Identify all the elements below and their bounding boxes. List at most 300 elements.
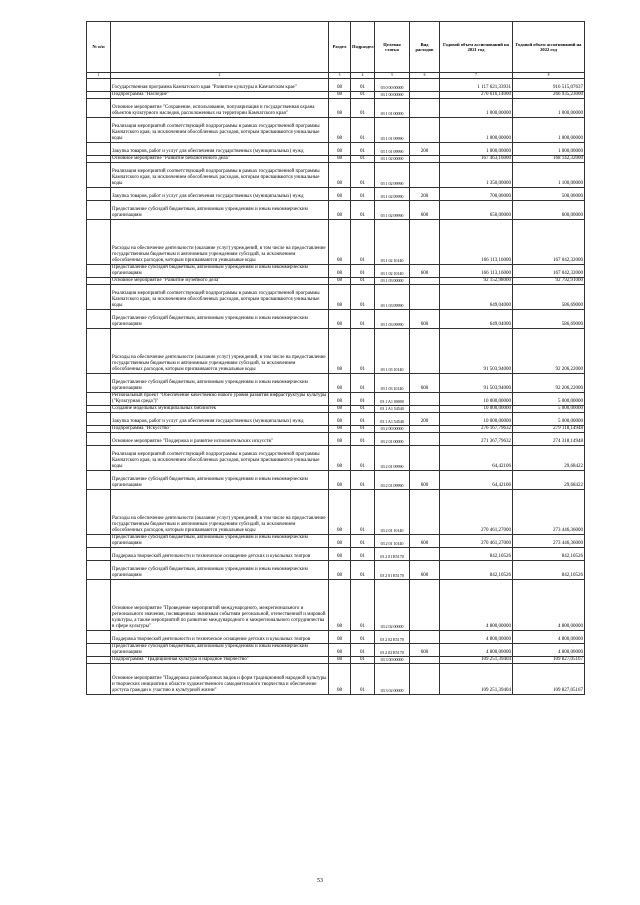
row-number — [87, 412, 111, 425]
table-row — [87, 392, 585, 405]
row-target-article: 03 1 01 09990 — [375, 117, 410, 142]
row-expense-type: 600 — [410, 264, 440, 277]
header-target-article: Целевая статья — [375, 22, 410, 73]
row-volume-2022: 4 800,00000 — [513, 579, 585, 630]
row-podrazdel: 01 — [351, 392, 375, 405]
table-row — [87, 264, 585, 277]
row-volume-2022: 266 935,23000 — [513, 91, 585, 98]
row-target-article: 03 2 00 00000 — [375, 425, 410, 432]
row-volume-2021: 166 113,16000 — [440, 219, 513, 264]
row-expense-type — [410, 405, 440, 412]
row-expense-type: 600 — [410, 534, 440, 547]
row-podrazdel: 01 — [351, 328, 375, 373]
column-index: 8 — [513, 73, 585, 79]
row-number — [87, 663, 111, 694]
row-razdel: 08 — [329, 162, 351, 187]
table-row — [87, 98, 585, 117]
row-volume-2022: 273 446,36000 — [513, 534, 585, 547]
row-razdel: 08 — [329, 277, 351, 284]
row-expense-type — [410, 328, 440, 373]
row-podrazdel: 01 — [351, 489, 375, 534]
row-name: Закупка товаров, работ и услуг для обеспечения государственных (муниципальных) нужд — [111, 412, 329, 425]
row-podrazdel: 01 — [351, 579, 375, 630]
row-expense-type — [410, 547, 440, 560]
row-volume-2022: 92 206,22000 — [513, 328, 585, 373]
row-name: Реализация мероприятий соответствующей подпрограммы в рамках государственной программы Камчатского края, за исключением обособленных расходов, которым присваиваются уникальные коды — [111, 445, 329, 470]
header-razdel: Раздел — [329, 22, 351, 73]
table-row — [87, 309, 585, 328]
row-volume-2022: 274 318,14948 — [513, 432, 585, 445]
row-volume-2022: 5 000,00000 — [513, 392, 585, 405]
row-target-article: 03 1 02 10140 — [375, 264, 410, 277]
row-podrazdel: 01 — [351, 643, 375, 656]
row-expense-type — [410, 162, 440, 187]
table-row — [87, 470, 585, 489]
row-volume-2022: 109 827,05167 — [513, 663, 585, 694]
row-razdel: 08 — [329, 489, 351, 534]
row-name: Предоставление субсидий бюджетным, автономным учреждениям и иным некоммерческим организациям — [111, 264, 329, 277]
header-volume-2021: Годовой объем ассигнований на 2021 год — [440, 22, 513, 73]
row-volume-2021: 4 800,00000 — [440, 579, 513, 630]
row-podrazdel: 01 — [351, 187, 375, 200]
row-volume-2022: 168 142,32000 — [513, 155, 585, 162]
row-volume-2022: 600,00000 — [513, 200, 585, 219]
column-index: 6 — [410, 73, 440, 79]
row-volume-2022: 842,10526 — [513, 560, 585, 579]
row-expense-type: 600 — [410, 643, 440, 656]
row-name: Государственная программа Камчатского края "Развитие культуры в Камчатском крае" — [111, 78, 329, 91]
table-row — [87, 91, 585, 98]
row-number — [87, 630, 111, 643]
row-volume-2021: 649,04000 — [440, 284, 513, 309]
row-number — [87, 432, 111, 445]
row-name: Основное мероприятие "Развитие библиотечного дела" — [111, 155, 329, 162]
row-expense-type — [410, 392, 440, 405]
table-row — [87, 373, 585, 392]
row-razdel: 08 — [329, 328, 351, 373]
row-razdel: 08 — [329, 91, 351, 98]
row-volume-2021: 1 000,00000 — [440, 98, 513, 117]
row-podrazdel: 01 — [351, 91, 375, 98]
row-razdel: 08 — [329, 432, 351, 445]
row-expense-type — [410, 117, 440, 142]
row-number — [87, 392, 111, 405]
row-target-article: 03 0 00 00000 — [375, 78, 410, 91]
row-number — [87, 547, 111, 560]
row-volume-2022: 1 000,00000 — [513, 117, 585, 142]
row-name: Реализация мероприятий соответствующей подпрограммы в рамках государственной программы Камчатского края, за исключением обособленных расходов, которым присваиваются уникальные коды — [111, 117, 329, 142]
row-name: Предоставление субсидий бюджетным, автономным учреждениям и иным некоммерческим организациям — [111, 534, 329, 547]
row-volume-2021: 10 000,00000 — [440, 405, 513, 412]
table-row — [87, 219, 585, 264]
row-target-article: 03 1 01 00000 — [375, 98, 410, 117]
table-row — [87, 663, 585, 694]
row-razdel: 08 — [329, 219, 351, 264]
table-row — [87, 630, 585, 643]
row-volume-2021: 91 503,94000 — [440, 373, 513, 392]
row-expense-type — [410, 663, 440, 694]
row-volume-2021: 270 616,14000 — [440, 91, 513, 98]
row-number — [87, 155, 111, 162]
table-row — [87, 425, 585, 432]
row-expense-type: 600 — [410, 200, 440, 219]
row-name: Основное мероприятие "Развитие музейного дела" — [111, 277, 329, 284]
row-razdel: 08 — [329, 630, 351, 643]
row-volume-2022: 279 118,14948 — [513, 425, 585, 432]
row-number — [87, 489, 111, 534]
row-target-article: 03 1 03 10140 — [375, 328, 410, 373]
row-name: Подпрограмма "Искусство" — [111, 425, 329, 432]
row-volume-2021: 271 367,79632 — [440, 432, 513, 445]
row-volume-2022: 29,68422 — [513, 445, 585, 470]
row-target-article: 03 3 00 00000 — [375, 656, 410, 663]
column-index: 3 — [329, 73, 351, 79]
row-volume-2021: 92 152,98000 — [440, 277, 513, 284]
row-razdel: 08 — [329, 663, 351, 694]
row-volume-2021: 4 800,00000 — [440, 643, 513, 656]
table-row — [87, 78, 585, 91]
row-volume-2021: 842,10526 — [440, 560, 513, 579]
row-target-article: 03 1 03 00000 — [375, 277, 410, 284]
row-number — [87, 445, 111, 470]
row-expense-type — [410, 445, 440, 470]
column-index: 2 — [111, 73, 329, 79]
row-expense-type — [410, 630, 440, 643]
row-name: Реализация мероприятий соответствующей подпрограммы в рамках государственной программы Камчатского края, за исключением обособленных расходов, которым присваиваются уникальные коды — [111, 284, 329, 309]
row-expense-type — [410, 78, 440, 91]
row-podrazdel: 01 — [351, 284, 375, 309]
row-podrazdel: 01 — [351, 656, 375, 663]
row-target-article: 03 2 02 R5170 — [375, 643, 410, 656]
row-volume-2022: 586,69000 — [513, 284, 585, 309]
row-name: Подпрограмма "Традиционная культура и народное творчество" — [111, 656, 329, 663]
table-row — [87, 200, 585, 219]
row-razdel: 08 — [329, 392, 351, 405]
table-row — [87, 405, 585, 412]
row-volume-2022: 1 100,00000 — [513, 162, 585, 187]
row-number — [87, 219, 111, 264]
table-row — [87, 155, 585, 162]
row-expense-type — [410, 219, 440, 264]
row-volume-2022: 29,68422 — [513, 470, 585, 489]
row-name: Основное мероприятие "Поддержка разнообразных видов и форм традиционной народной культуры и творческих инициатив в области художественного самодеятельного творчества и обеспечение доступа граждан к участию в культурной жизни" — [111, 663, 329, 694]
column-index: 7 — [440, 73, 513, 79]
row-expense-type: 200 — [410, 187, 440, 200]
row-volume-2022: 500,00000 — [513, 187, 585, 200]
row-volume-2021: 4 800,00000 — [440, 630, 513, 643]
table-row — [87, 560, 585, 579]
page-number: 53 — [317, 878, 323, 884]
row-expense-type: 600 — [410, 560, 440, 579]
row-number — [87, 98, 111, 117]
row-target-article: 03 1 03 09990 — [375, 309, 410, 328]
row-volume-2021: 700,00000 — [440, 187, 513, 200]
table-row — [87, 162, 585, 187]
row-razdel: 08 — [329, 187, 351, 200]
row-name: Предоставление субсидий бюджетным, автономным учреждениям и иным некоммерческим организациям — [111, 309, 329, 328]
row-number — [87, 142, 111, 155]
row-volume-2021: 1 117 621,33931 — [440, 78, 513, 91]
row-razdel: 08 — [329, 200, 351, 219]
row-volume-2021: 64,42106 — [440, 445, 513, 470]
row-target-article: 03 2 01 00000 — [375, 432, 410, 445]
table-row — [87, 432, 585, 445]
row-podrazdel: 01 — [351, 142, 375, 155]
row-number — [87, 470, 111, 489]
row-volume-2022: 842,10526 — [513, 547, 585, 560]
row-volume-2022: 167 042,32000 — [513, 219, 585, 264]
row-number — [87, 264, 111, 277]
row-volume-2021: 64,42106 — [440, 470, 513, 489]
row-name: Расходы на обеспечение деятельности (оказание услуг) учреждений, в том числе на предоставление государственным бюджетным и автономным учреждениям субсидий, за исключением обособленных расходов, которым присваиваются уникальные коды — [111, 219, 329, 264]
table-row — [87, 187, 585, 200]
row-razdel: 08 — [329, 534, 351, 547]
row-expense-type — [410, 432, 440, 445]
table-row — [87, 117, 585, 142]
row-volume-2021: 276 167,79632 — [440, 425, 513, 432]
row-volume-2021: 91 503,94000 — [440, 328, 513, 373]
row-target-article: 03 3 02 00000 — [375, 663, 410, 694]
row-podrazdel: 01 — [351, 155, 375, 162]
row-volume-2021: 649,04000 — [440, 309, 513, 328]
row-expense-type: 200 — [410, 412, 440, 425]
row-volume-2021: 10 000,00000 — [440, 392, 513, 405]
column-index: 1 — [87, 73, 111, 79]
row-target-article: 03 2 01 09990 — [375, 470, 410, 489]
row-volume-2021: 1 350,00000 — [440, 162, 513, 187]
table-row — [87, 328, 585, 373]
row-volume-2022: 1 000,00000 — [513, 98, 585, 117]
row-podrazdel: 01 — [351, 560, 375, 579]
row-expense-type — [410, 656, 440, 663]
header-expense-type: Вид расходов — [410, 22, 440, 73]
row-podrazdel: 01 — [351, 264, 375, 277]
row-name: Предоставление субсидий бюджетным, автономным учреждениям и иным некоммерческим организациям — [111, 373, 329, 392]
row-name: Предоставление субсидий бюджетным, автономным учреждениям и иным некоммерческим организациям — [111, 470, 329, 489]
row-name: Поддержка творческой деятельности и техническое оснащение детских и кукольных театров — [111, 630, 329, 643]
row-target-article: 03 1 03 10140 — [375, 373, 410, 392]
table-row — [87, 579, 585, 630]
table-row — [87, 656, 585, 663]
row-target-article: 03 2 01 09990 — [375, 445, 410, 470]
row-volume-2021: 166 113,16000 — [440, 264, 513, 277]
column-index: 5 — [375, 73, 410, 79]
row-razdel: 08 — [329, 412, 351, 425]
row-volume-2022: 1 000,00000 — [513, 142, 585, 155]
row-volume-2022: 273 446,36000 — [513, 489, 585, 534]
table-row — [87, 284, 585, 309]
row-number — [87, 579, 111, 630]
row-volume-2022: 5 000,00000 — [513, 405, 585, 412]
row-razdel: 08 — [329, 547, 351, 560]
row-target-article: 03 1 A1 00000 — [375, 392, 410, 405]
row-name: Реализация мероприятий соответствующей подпрограммы в рамках государственной программы Камчатского края, за исключением обособленных расходов, которым присваиваются уникальные коды — [111, 162, 329, 187]
budget-table — [86, 21, 585, 695]
row-number — [87, 200, 111, 219]
row-number — [87, 328, 111, 373]
row-number — [87, 656, 111, 663]
row-name: Предоставление субсидий бюджетным, автономным учреждениям и иным некоммерческим организациям — [111, 200, 329, 219]
row-podrazdel: 01 — [351, 412, 375, 425]
row-target-article: 03 1 02 09990 — [375, 200, 410, 219]
row-volume-2022: 92 792,91000 — [513, 277, 585, 284]
row-number — [87, 643, 111, 656]
row-podrazdel: 01 — [351, 663, 375, 694]
row-number — [87, 373, 111, 392]
row-volume-2022: 92 206,22000 — [513, 373, 585, 392]
row-razdel: 08 — [329, 155, 351, 162]
row-target-article: 03 1 A1 54540 — [375, 405, 410, 412]
row-razdel: 08 — [329, 656, 351, 663]
row-target-article: 03 1 01 09990 — [375, 142, 410, 155]
row-number — [87, 277, 111, 284]
row-podrazdel: 01 — [351, 162, 375, 187]
header-volume-2022: Годовой объем ассигнований на 2022 год — [513, 22, 585, 73]
row-target-article: 03 2 01 R5170 — [375, 560, 410, 579]
row-target-article: 03 1 03 09990 — [375, 284, 410, 309]
row-target-article: 03 2 02 00000 — [375, 579, 410, 630]
table-row — [87, 534, 585, 547]
row-podrazdel: 01 — [351, 309, 375, 328]
row-volume-2022: 109 827,05167 — [513, 656, 585, 663]
row-podrazdel: 01 — [351, 200, 375, 219]
row-name: Подпрограмма "Наследие" — [111, 91, 329, 98]
row-volume-2021: 270 461,27000 — [440, 534, 513, 547]
row-podrazdel: 01 — [351, 432, 375, 445]
row-target-article: 03 1 A1 54540 — [375, 412, 410, 425]
row-target-article: 03 1 02 10140 — [375, 219, 410, 264]
row-target-article: 03 2 01 10140 — [375, 489, 410, 534]
row-target-article: 03 1 02 00000 — [375, 155, 410, 162]
row-expense-type — [410, 425, 440, 432]
row-expense-type — [410, 277, 440, 284]
row-target-article: 03 2 01 R5170 — [375, 547, 410, 560]
row-number — [87, 284, 111, 309]
row-name: Расходы на обеспечение деятельности (оказание услуг) учреждений, в том числе на предоставление государственным бюджетным и автономным учреждениям субсидий, за исключением обособленных расходов, которым присваиваются уникальные коды — [111, 489, 329, 534]
row-name: Основное мероприятие "Поддержка и развитие исполнительских искусств" — [111, 432, 329, 445]
row-podrazdel: 01 — [351, 277, 375, 284]
row-expense-type — [410, 579, 440, 630]
row-volume-2021: 270 461,27000 — [440, 489, 513, 534]
row-number — [87, 560, 111, 579]
row-volume-2022: 4 800,00000 — [513, 630, 585, 643]
row-razdel: 08 — [329, 117, 351, 142]
row-expense-type — [410, 489, 440, 534]
row-volume-2021: 1 000,00000 — [440, 142, 513, 155]
table-row — [87, 643, 585, 656]
row-volume-2022: 5 000,00000 — [513, 412, 585, 425]
table-row — [87, 547, 585, 560]
row-podrazdel: 01 — [351, 425, 375, 432]
row-number — [87, 78, 111, 91]
table-row — [87, 489, 585, 534]
row-podrazdel: 01 — [351, 98, 375, 117]
row-target-article: 03 1 02 09990 — [375, 187, 410, 200]
row-volume-2022: 4 800,00000 — [513, 643, 585, 656]
header-row — [87, 22, 585, 73]
row-razdel: 08 — [329, 445, 351, 470]
row-podrazdel: 01 — [351, 470, 375, 489]
row-volume-2021: 10 000,00000 — [440, 412, 513, 425]
row-volume-2021: 650,00000 — [440, 200, 513, 219]
row-name: Закупка товаров, работ и услуг для обеспечения государственных (муниципальных) нужд — [111, 187, 329, 200]
row-number — [87, 534, 111, 547]
row-podrazdel: 01 — [351, 373, 375, 392]
row-number — [87, 405, 111, 412]
row-name: Закупка товаров, работ и услуг для обеспечения государственных (муниципальных) нужд — [111, 142, 329, 155]
row-razdel: 08 — [329, 264, 351, 277]
row-name: Поддержка творческой деятельности и техническое оснащение детских и кукольных театров — [111, 547, 329, 560]
row-volume-2021: 167 463,16000 — [440, 155, 513, 162]
row-number — [87, 91, 111, 98]
row-target-article: 03 1 02 09990 — [375, 162, 410, 187]
row-volume-2021: 842,10526 — [440, 547, 513, 560]
row-expense-type — [410, 91, 440, 98]
row-podrazdel: 01 — [351, 630, 375, 643]
row-number — [87, 162, 111, 187]
row-name: Региональный проект "Обеспечение качественно нового уровня развития инфраструктуры культуры ("Культурная среда")" — [111, 392, 329, 405]
row-volume-2021: 109 251,39404 — [440, 656, 513, 663]
row-razdel: 08 — [329, 373, 351, 392]
header-name — [111, 22, 329, 73]
row-name: Расходы на обеспечение деятельности (оказание услуг) учреждений, в том числе на предоставление государственным бюджетным и автономным учреждениям субсидий, за исключением обособленных расходов, которым присваиваются уникальные коды — [111, 328, 329, 373]
row-expense-type: 600 — [410, 373, 440, 392]
row-volume-2021: 1 000,00000 — [440, 117, 513, 142]
row-volume-2022: 916 515,07637 — [513, 78, 585, 91]
header-num: № п/п — [87, 22, 111, 73]
table-row — [87, 445, 585, 470]
row-volume-2021: 109 251,39404 — [440, 663, 513, 694]
row-razdel: 08 — [329, 309, 351, 328]
row-number — [87, 187, 111, 200]
row-volume-2022: 167 042,32000 — [513, 264, 585, 277]
row-name: Предоставление субсидий бюджетным, автономным учреждениям и иным некоммерческим организациям — [111, 560, 329, 579]
budget-table-sheet — [86, 21, 584, 695]
row-name: Предоставление субсидий бюджетным, автономным учреждениям и иным некоммерческим организациям — [111, 643, 329, 656]
row-expense-type — [410, 155, 440, 162]
row-razdel: 08 — [329, 98, 351, 117]
row-number — [87, 425, 111, 432]
row-razdel: 08 — [329, 470, 351, 489]
table-row — [87, 142, 585, 155]
row-podrazdel: 01 — [351, 78, 375, 91]
row-razdel: 08 — [329, 579, 351, 630]
row-podrazdel: 01 — [351, 547, 375, 560]
column-index: 4 — [351, 73, 375, 79]
row-razdel: 08 — [329, 643, 351, 656]
row-expense-type — [410, 98, 440, 117]
row-number — [87, 117, 111, 142]
row-expense-type: 600 — [410, 309, 440, 328]
row-number — [87, 309, 111, 328]
row-podrazdel: 01 — [351, 117, 375, 142]
row-podrazdel: 01 — [351, 219, 375, 264]
row-podrazdel: 01 — [351, 445, 375, 470]
row-razdel: 08 — [329, 560, 351, 579]
row-target-article: 03 1 00 00000 — [375, 91, 410, 98]
row-name: Основное мероприятие "Проведение мероприятий международного, межрегионального и регионального значения, посвященных значимым событиям регональной, отечественной и мировой культуры, а также мероприятий по развитию международного и межрегионального сотрудничества в сфере культуры" — [111, 579, 329, 630]
row-razdel: 08 — [329, 425, 351, 432]
row-expense-type: 600 — [410, 470, 440, 489]
row-podrazdel: 01 — [351, 534, 375, 547]
row-target-article: 03 2 02 R5170 — [375, 630, 410, 643]
row-target-article: 03 2 01 10140 — [375, 534, 410, 547]
row-expense-type — [410, 284, 440, 309]
row-razdel: 08 — [329, 142, 351, 155]
table-row — [87, 412, 585, 425]
row-razdel: 08 — [329, 405, 351, 412]
row-razdel: 08 — [329, 78, 351, 91]
